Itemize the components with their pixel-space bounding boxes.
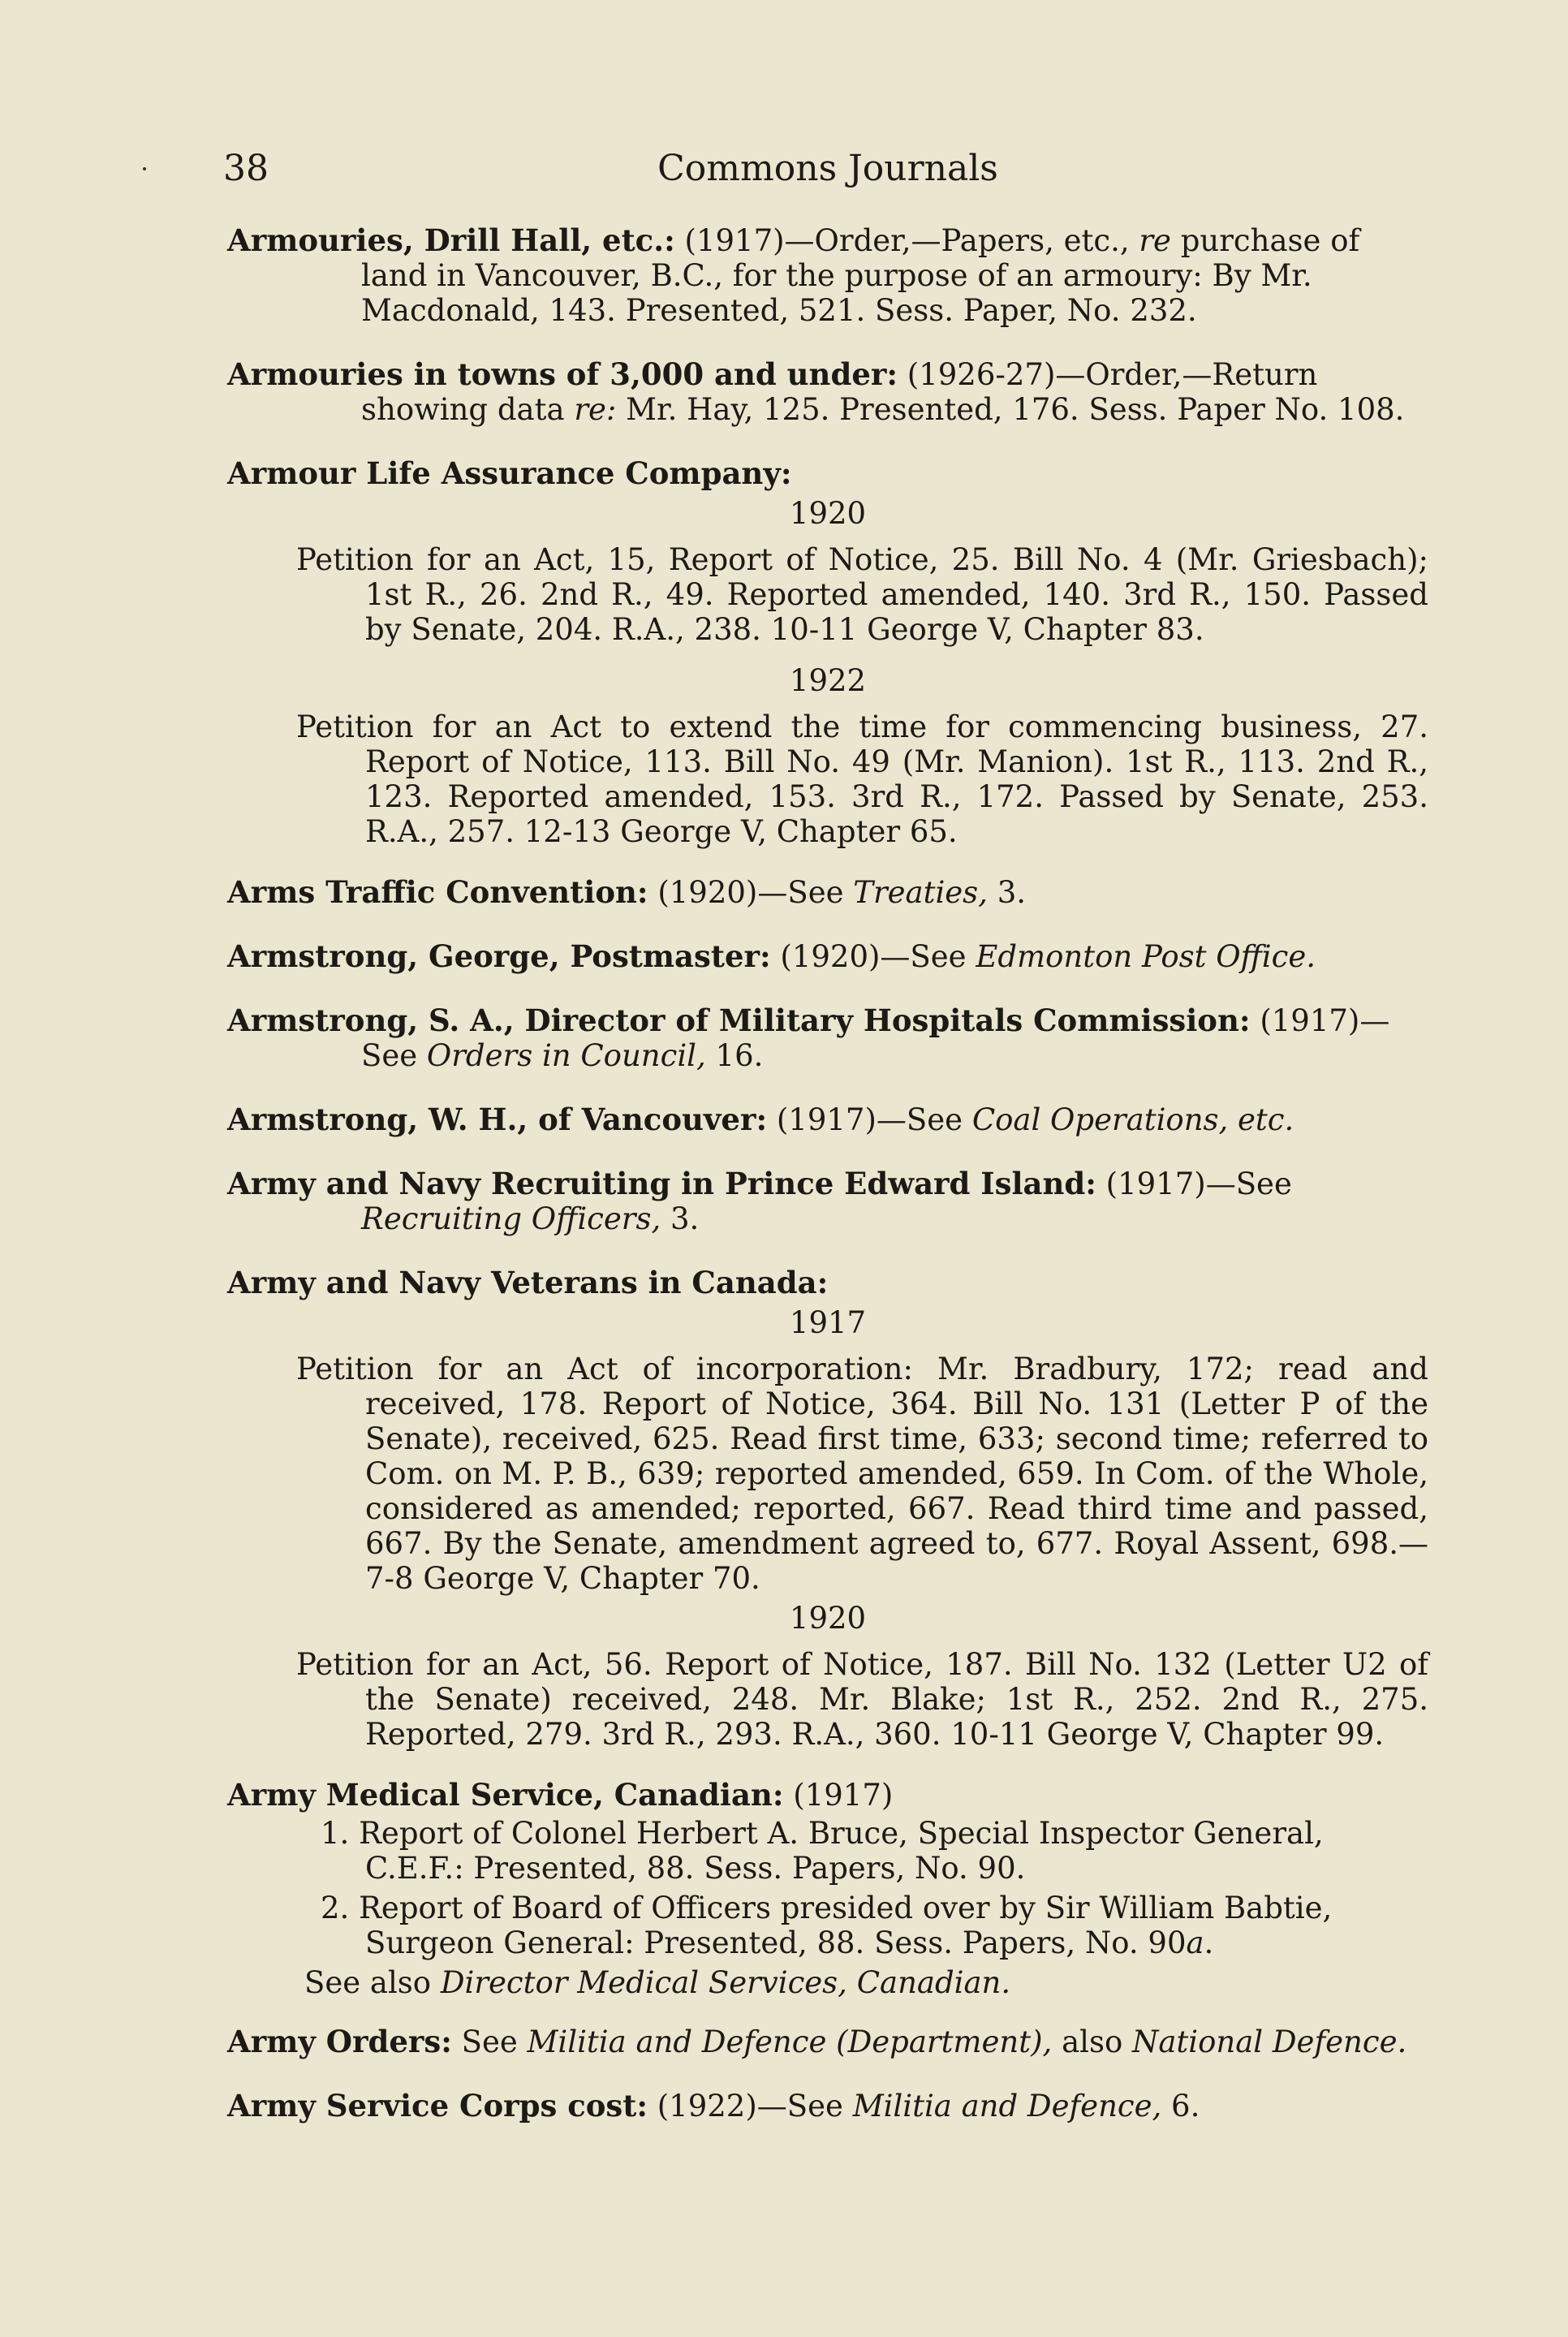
entry-heading: Armouries, Drill Hall, etc.:	[227, 222, 675, 258]
entry-italic: Coal Operations, etc.	[971, 1102, 1294, 1137]
entry-heading: Armstrong, S. A., Director of Military Hospitals Commission:	[227, 1002, 1251, 1038]
entry-text: (1917)—See	[1096, 1166, 1292, 1201]
year-heading: 1920	[789, 1601, 867, 1636]
entry-heading-line	[227, 1778, 1428, 1813]
entry-heading: Army Orders:	[227, 2024, 452, 2059]
index-entry	[227, 1102, 1428, 1137]
index-entry	[227, 875, 1428, 910]
index-entry	[227, 1778, 1428, 2000]
entry-text: (1917)—See	[767, 1102, 972, 1137]
entry-text: 3.	[661, 1201, 700, 1236]
see-also-reference: Director Medical Services, Canadian.	[440, 1965, 1011, 2000]
year-heading: 1917	[789, 1305, 867, 1340]
index-entry	[227, 1266, 1428, 1752]
entry-italic: Edmonton Post Office.	[976, 939, 1316, 974]
item-text: .	[1204, 1925, 1214, 1960]
entry-paragraph: Petition for an Act, 15, Report of Notice, 25. Bill No. 4 (Mr. Griesbach); 1st R., 26. 2nd R., 49. Reported amended, 140. 3rd R., 150. Passed by Senate, 204. R.A., 238. 10-11 George V, Chapter 83.	[296, 542, 1428, 647]
paper-speck	[143, 167, 146, 170]
entry-italic: Orders in Council,	[426, 1038, 706, 1073]
entry-text: (1920)—See	[648, 875, 854, 910]
entry-text: (1917)	[783, 1778, 894, 1813]
entry-text: also	[1052, 2024, 1132, 2059]
see-also-line	[304, 1965, 1428, 2000]
entry-paragraph: Petition for an Act of incorporation: Mr. Bradbury, 172; read and received, 178. Report of Notice, 364. Bill No. 131 (Letter P of the Senate), received, 625. Read first time, 633; second time; referred to Com. on M. P. B., 639; reported amended, 659. In Com. of the Whole, considered as amended; reported, 667. Read third time and passed, 667. By the Senate, amendment agreed to, 677. Royal Assent, 698.—7-8 George V, Chapter 70.	[296, 1352, 1428, 1596]
entry-heading-line	[227, 456, 1428, 491]
entry-text: (1917)—Order,—Papers, etc.,	[674, 223, 1139, 258]
entry-text: (1922)—See	[647, 2089, 853, 2124]
entry-italic: Recruiting Officers,	[361, 1201, 661, 1236]
entry-italic: Militia and Defence (Department),	[527, 2024, 1053, 2059]
index-entry	[227, 2089, 1428, 2124]
entry-heading: Army and Navy Recruiting in Prince Edward Island:	[227, 1166, 1096, 1201]
index-entry	[227, 2024, 1428, 2059]
entry-heading: Armstrong, W. H., of Vancouver:	[227, 1102, 768, 1137]
entry-paragraph: Petition for an Act to extend the time for commencing business, 27. Report of Notice, 113. Bill No. 49 (Mr. Manion). 1st R., 113. 2nd R., 123. Reported amended, 153. 3rd R., 172. Passed by Senate, 253. R.A., 257. 12-13 George V, Chapter 65.	[296, 709, 1428, 849]
entry-paragraph: Petition for an Act, 56. Report of Notice, 187. Bill No. 132 (Letter U2 of the Senate) received, 248. Mr. Blake; 1st R., 252. 2nd R., 275. Reported, 279. 3rd R., 293. R.A., 360. 10-11 George V, Chapter 99.	[296, 1647, 1428, 1752]
entry-italic: Militia and Defence,	[852, 2089, 1162, 2124]
entry-text: 3.	[987, 875, 1027, 910]
entry-heading: Arms Traffic Convention:	[227, 874, 648, 910]
item-italic: a	[1186, 1925, 1204, 1960]
entry-heading: Army and Navy Veterans in Canada:	[227, 1265, 829, 1300]
running-title: Commons Journals	[657, 148, 998, 189]
entry-italic: re	[1139, 223, 1171, 258]
entry-text: (1920)—See	[770, 939, 976, 974]
entry-text: 16.	[705, 1038, 764, 1073]
entry-italic: Treaties,	[853, 875, 988, 910]
entry-heading: Armour Life Assurance Company:	[227, 455, 792, 491]
page-number: 38	[223, 148, 269, 189]
index-entry	[227, 456, 1428, 849]
entry-text: (1917)—See	[361, 1003, 1390, 1073]
index-entry	[227, 357, 1428, 427]
entry-text: 6.	[1161, 2089, 1200, 2124]
item-text: 1. Report of Colonel Herbert A. Bruce, Special Inspector General, C.E.F.: Presented, 88. Sess. Papers, No. 90.	[321, 1816, 1324, 1886]
year-heading: 1922	[789, 663, 867, 698]
entry-heading: Armstrong, George, Postmaster:	[227, 938, 771, 974]
index-entry	[227, 223, 1428, 328]
index-entry	[227, 1003, 1428, 1073]
index-entry	[227, 939, 1428, 974]
entry-italic: re:	[574, 392, 617, 427]
year-heading: 1920	[789, 496, 867, 531]
index-entries	[227, 223, 1428, 2153]
entry-heading-line	[227, 1266, 1428, 1300]
page-header	[223, 148, 1432, 196]
entry-italic: National Defence.	[1132, 2024, 1407, 2059]
entry-heading: Army Service Corps cost:	[227, 2088, 648, 2124]
numbered-item	[296, 1891, 1428, 1960]
index-entry	[227, 1166, 1428, 1236]
entry-text: purchase of land in Vancouver, B.C., for the purpose of an armoury: By Mr. Macdonald, 143. Presented, 521. Sess. Paper, No. 232.	[361, 223, 1360, 328]
entry-text: Mr. Hay, 125. Presented, 176. Sess. Paper No. 108.	[616, 392, 1405, 427]
entry-heading: Armouries in towns of 3,000 and under:	[227, 356, 898, 392]
entry-text: See	[451, 2024, 528, 2059]
see-also-prefix: See also	[304, 1965, 441, 2000]
entry-text: (1926-27)—Order,—Return showing data	[361, 357, 1318, 427]
item-text: 2. Report of Board of Officers presided over by Sir William Babtie, Surgeon General: Presented, 88. Sess. Papers, No. 90	[321, 1891, 1333, 1960]
entry-heading: Army Medical Service, Canadian:	[227, 1777, 784, 1813]
numbered-item	[296, 1816, 1428, 1886]
